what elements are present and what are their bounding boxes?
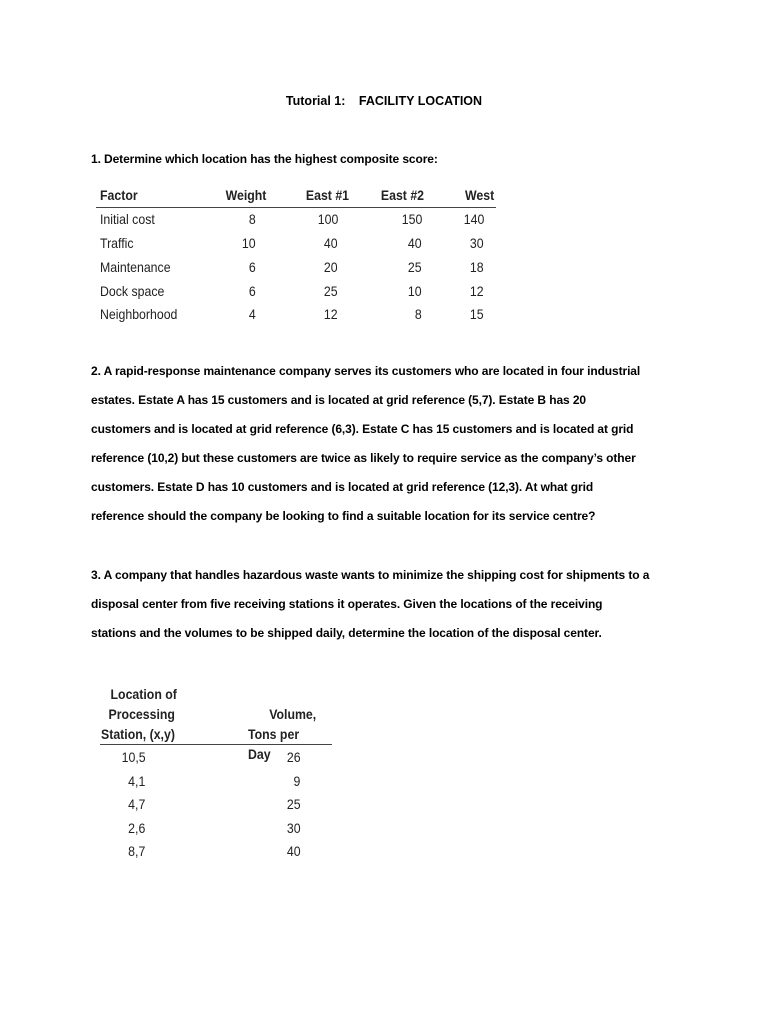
question-2-line: reference (10,2) but these customers are twice as likely to require service as the company’s other bbox=[91, 451, 636, 465]
cell-west: 30 bbox=[470, 235, 484, 251]
header-volume-line: Volume, bbox=[269, 706, 317, 722]
cell-volume: 9 bbox=[293, 773, 301, 789]
table-row bbox=[100, 839, 332, 863]
cell-west: 12 bbox=[470, 283, 484, 299]
cell-weight: 6 bbox=[249, 259, 256, 275]
cell-east1: 12 bbox=[324, 306, 338, 322]
question-2-line: reference should the company be looking to find a suitable location for its service centre? bbox=[91, 509, 596, 523]
header-east2: East #2 bbox=[380, 187, 424, 203]
header-location-line: Station, (x,y) bbox=[101, 726, 175, 742]
question-1-text: 1. Determine which location has the highest composite score: bbox=[91, 152, 438, 166]
cell-west: 140 bbox=[463, 211, 484, 227]
cell-west: 18 bbox=[470, 259, 484, 275]
table-row bbox=[100, 816, 332, 840]
cell-factor: Neighborhood bbox=[100, 306, 178, 322]
table-header-row bbox=[96, 183, 496, 207]
cell-factor: Maintenance bbox=[100, 259, 171, 275]
cell-weight: 6 bbox=[249, 283, 256, 299]
table-row bbox=[96, 255, 496, 279]
header-location-line: Processing bbox=[108, 706, 175, 722]
cell-weight: 4 bbox=[249, 306, 256, 322]
cell-east2: 40 bbox=[408, 235, 422, 251]
cell-east1: 20 bbox=[324, 259, 338, 275]
question-3-line: stations and the volumes to be shipped daily, determine the location of the disposal center. bbox=[91, 626, 602, 640]
cell-east2: 10 bbox=[408, 283, 422, 299]
cell-volume: 25 bbox=[286, 796, 301, 812]
header-west: West bbox=[464, 187, 494, 203]
question-3 bbox=[91, 561, 671, 648]
cell-factor: Initial cost bbox=[100, 211, 155, 227]
title-text: FACILITY LOCATION bbox=[358, 94, 483, 108]
table-row bbox=[100, 745, 332, 769]
cell-east2: 8 bbox=[415, 306, 422, 322]
cell-volume: 30 bbox=[286, 820, 301, 836]
cell-east1: 40 bbox=[324, 235, 338, 251]
header-weight: Weight bbox=[225, 187, 266, 203]
cell-volume: 26 bbox=[286, 749, 301, 765]
question-2-line: customers. Estate D has 10 customers and is located at grid reference (12,3). At what grid bbox=[91, 480, 594, 494]
header-east1: East #1 bbox=[305, 187, 349, 203]
cell-location: 8,7 bbox=[128, 843, 146, 859]
cell-east1: 100 bbox=[317, 211, 338, 227]
cell-location: 10,5 bbox=[121, 749, 146, 765]
question-2-line: estates. Estate A has 15 customers and is located at grid reference (5,7). Estate B has 20 bbox=[91, 393, 586, 407]
cell-east2: 25 bbox=[408, 259, 422, 275]
cell-weight: 8 bbox=[249, 211, 256, 227]
question-3-line: disposal center from five receiving stations it operates. Given the locations of the receiving bbox=[91, 597, 603, 611]
header-factor: Factor bbox=[100, 187, 138, 203]
question-1 bbox=[91, 145, 671, 174]
page-title bbox=[0, 94, 768, 108]
table-row bbox=[96, 302, 496, 326]
cell-factor: Dock space bbox=[100, 283, 165, 299]
cell-location: 4,1 bbox=[128, 773, 146, 789]
cell-weight: 10 bbox=[242, 235, 256, 251]
cell-east2: 150 bbox=[401, 211, 422, 227]
table-row bbox=[100, 792, 332, 816]
header-volume-line: Tons per Day bbox=[248, 726, 300, 762]
cell-location: 4,7 bbox=[128, 796, 146, 812]
cell-east1: 25 bbox=[324, 283, 338, 299]
table-row bbox=[96, 207, 496, 231]
cell-west: 15 bbox=[470, 306, 484, 322]
question-3-line: 3. A company that handles hazardous waste wants to minimize the shipping cost for shipments to a bbox=[91, 568, 650, 582]
table-row bbox=[96, 279, 496, 303]
header-location-line: Location of bbox=[110, 686, 177, 702]
table-row bbox=[96, 231, 496, 255]
cell-factor: Traffic bbox=[100, 235, 134, 251]
table-row bbox=[100, 769, 332, 793]
question-2-line: 2. A rapid-response maintenance company serves its customers who are located in four industrial bbox=[91, 364, 641, 378]
question-2-line: customers and is located at grid reference (6,3). Estate C has 15 customers and is located at grid bbox=[91, 422, 634, 436]
cell-location: 2,6 bbox=[128, 820, 146, 836]
question-2 bbox=[91, 357, 671, 531]
cell-volume: 40 bbox=[286, 843, 301, 859]
title-prefix: Tutorial 1: bbox=[285, 94, 346, 108]
